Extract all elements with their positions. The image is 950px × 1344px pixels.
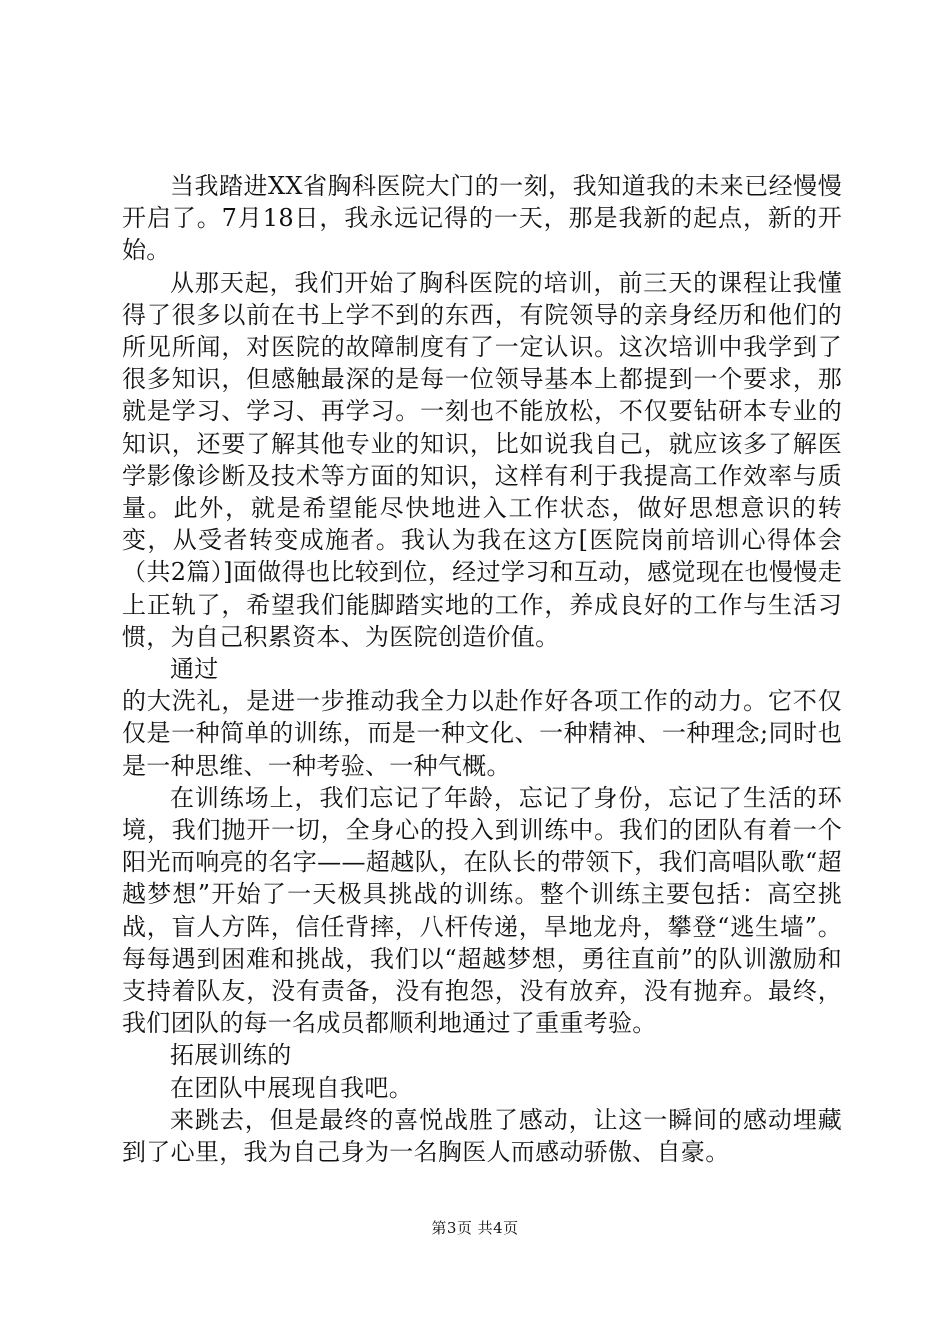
page-footer: 第3页 共4页 — [431, 1219, 519, 1237]
paragraph-training: 从那天起，我们开始了胸科医院的培训，前三天的课程让我懂得了很多以前在书上学不到的东西，有院领导的亲身经历和他们的所见所闻，对医院的故障制度有了一定认识。这次培训中我学到了很多知识，但感触最深的是每一位领导基本上都提到一个要求，那就是学习、学习、再学习。一刻也不能放松，不仅要钻研本专业的知识，还要了解其他专业的知识，比如说我自己，就应该多了解医学影像诊断及技术等方面的知识，这样有利于我提高工作效率与质量。此外，就是希望能尽快地进入工作状态，做好思想意识的转变，从受者转变成施者。我认为我在这方[医院岗前培训心得体会（共2篇）]面做得也比较到位，经过学习和互动，感觉现在也慢慢走上正轨了，希望我们能脚踏实地的工作，养成良好的工作与生活习惯，为自己积累资本、为医院创造价值。 — [122, 268, 842, 651]
paragraph-fragment-tuozhan: 拓展训练的 — [170, 1041, 292, 1070]
paragraph-conclusion: 来跳去，但是最终的喜悦战胜了感动，让这一瞬间的感动埋藏到了心里，我为自己身为一名胸医人而感动骄傲、自豪。 — [122, 1105, 842, 1167]
paragraph-baptism: 的大洗礼，是进一步推动我全力以赴作好各项工作的动力。它不仅仅是一种简单的训练，而是一种文化、一种精神、一种理念;同时也是一种思维、一种考验、一种气概。 — [122, 687, 842, 780]
paragraph-fragment-team: 在团队中展现自我吧。 — [170, 1073, 413, 1102]
paragraph-training-field: 在训练场上，我们忘记了年龄，忘记了身份，忘记了生活的环境，我们抛开一切，全身心的投入到训练中。我们的团队有着一个阳光而响亮的名字——超越队，在队长的带领下，我们高唱队歌“超越梦想”开始了一天极具挑战的训练。整个训练主要包括：高空挑战，盲人方阵，信任背摔，八杆传递，旱地龙舟，攀登“逃生墙”。每每遇到困难和挑战，我们以“超越梦想，勇往直前”的队训激励和支持着队友，没有责备，没有抱怨，没有放弃，没有抛弃。最终，我们团队的每一名成员都顺利地通过了重重考验。 — [122, 783, 842, 1038]
paragraph-fragment-tongguo: 通过 — [170, 655, 219, 684]
document-body — [122, 170, 842, 1168]
paragraph-intro: 当我踏进XX省胸科医院大门的一刻，我知道我的未来已经慢慢开启了。7月18日，我永远记得的一天，那是我新的起点，新的开始。 — [122, 172, 842, 265]
